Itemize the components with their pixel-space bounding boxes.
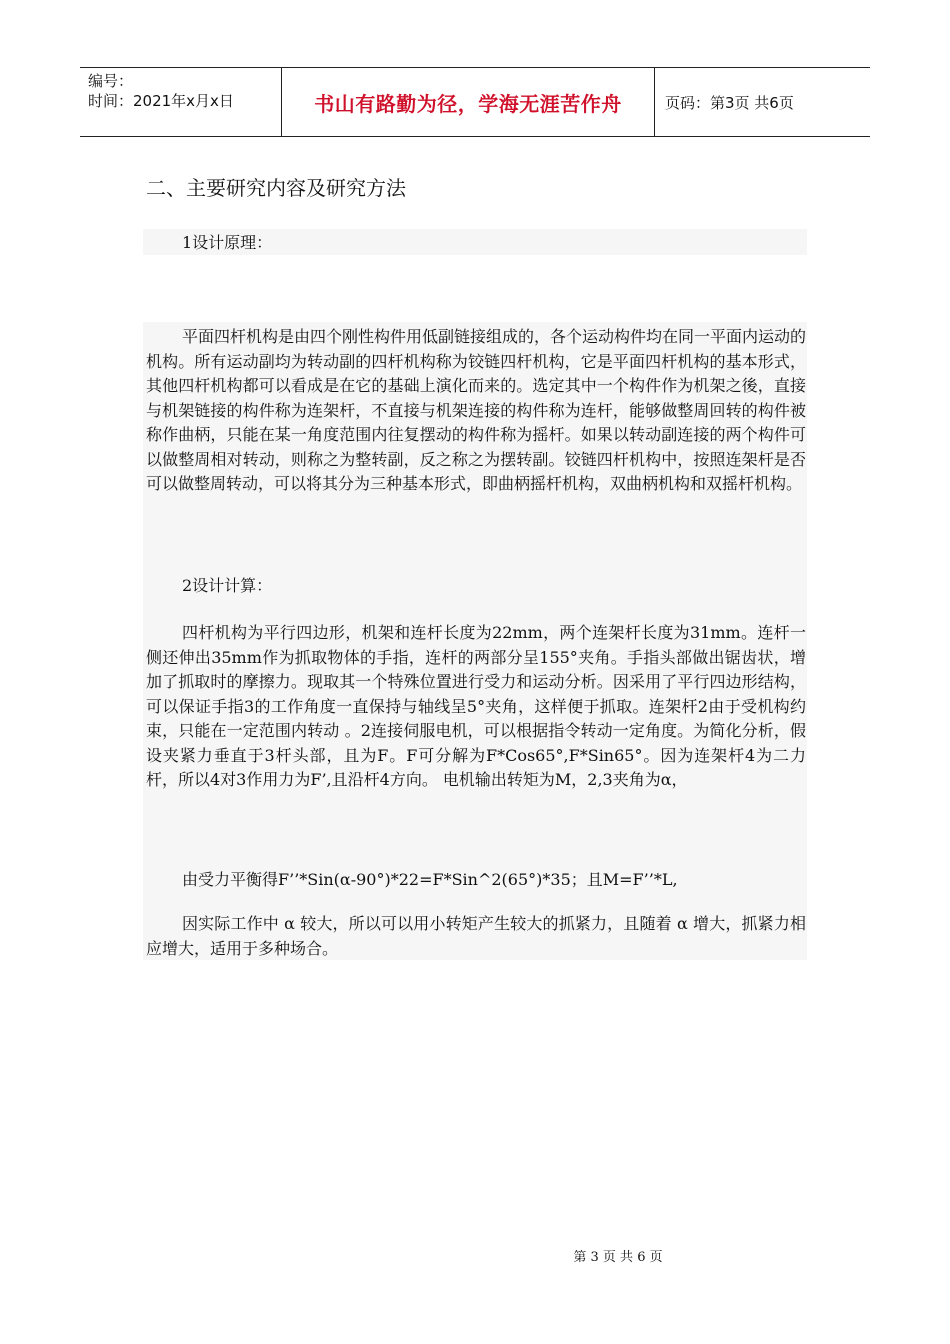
page-footer bbox=[0, 1246, 950, 1265]
calc-heading: 2设计计算： bbox=[182, 576, 273, 595]
calc-paragraph: 四杆机构为平行四边形，机架和连杆长度为22mm，两个连架杆长度为31mm。连杆一侧还伸出35mm作为抓取物体的手指，连杆的两部分呈155°夹角。手指头部做出锯齿状，增加了抓取时的摩擦力。现取其一个特殊位置进行受力和运动分析。因采用了平行四边形结构，可以保证手指3的工作角度一直保持与轴线呈5°夹角，这样便于抓取。连架杆2由于受机构约束，只能在一定范围内转动 。2连接伺服电机，可以根据指令转动一定角度。为简化分析，假设夹紧力垂直于3杆头部，且为F。F可分解为F*Cos65°,F*Sin65°。因为连架杆4为二力杆，所以4对3作用力为F’,且沿杆4方向。 电机输出转矩为M，2,3夹角为α， bbox=[146, 623, 806, 789]
header-meta bbox=[80, 68, 281, 136]
equation-paragraph: 由受力平衡得F’’*Sin(α-90°)*22=F*Sin^2(65°)*35；且M=F’’*L, bbox=[182, 870, 678, 889]
section-title: 二、主要研究内容及研究方法 bbox=[146, 176, 406, 200]
footer-page-number: 第 3 页 共 6 页 bbox=[573, 1250, 663, 1265]
principle-heading: 1设计原理： bbox=[182, 233, 273, 252]
principle-paragraph: 平面四杆机构是由四个刚性构件用低副链接组成的，各个运动构件均在同一平面内运动的机构。所有运动副均为转动副的四杆机构称为铰链四杆机构，它是平面四杆机构的基本形式，其他四杆机构都可以看成是在它的基础上演化而来的。选定其中一个构件作为机架之後，直接与机架链接的构件称为连架杆，不直接与机架连接的构件称为连杆，能够做整周回转的构件被称作曲柄，只能在某一角度范围内往复摆动的构件称为摇杆。如果以转动副连接的两个构件可以做整周相对转动，则称之为整转副，反之称之为摆转副。铰链四杆机构中，按照连架杆是否可以做整周转动，可以将其分为三种基本形式，即曲柄摇杆机构，双曲柄机构和双摇杆机构。 bbox=[146, 327, 807, 493]
number-label: 编号： bbox=[88, 72, 134, 90]
conclusion-paragraph: 因实际工作中 α 较大，所以可以用小转矩产生较大的抓紧力，且随着 α 增大，抓紧力相应增大，适用于多种场合。 bbox=[146, 914, 806, 958]
header-page-info: 页码：第3页 共6页 bbox=[665, 93, 794, 112]
header-motto: 书山有路勤为径，学海无涯苦作舟 bbox=[281, 68, 655, 136]
document-header bbox=[80, 67, 870, 137]
time-label: 时间：2021年x月x日 bbox=[88, 92, 234, 110]
